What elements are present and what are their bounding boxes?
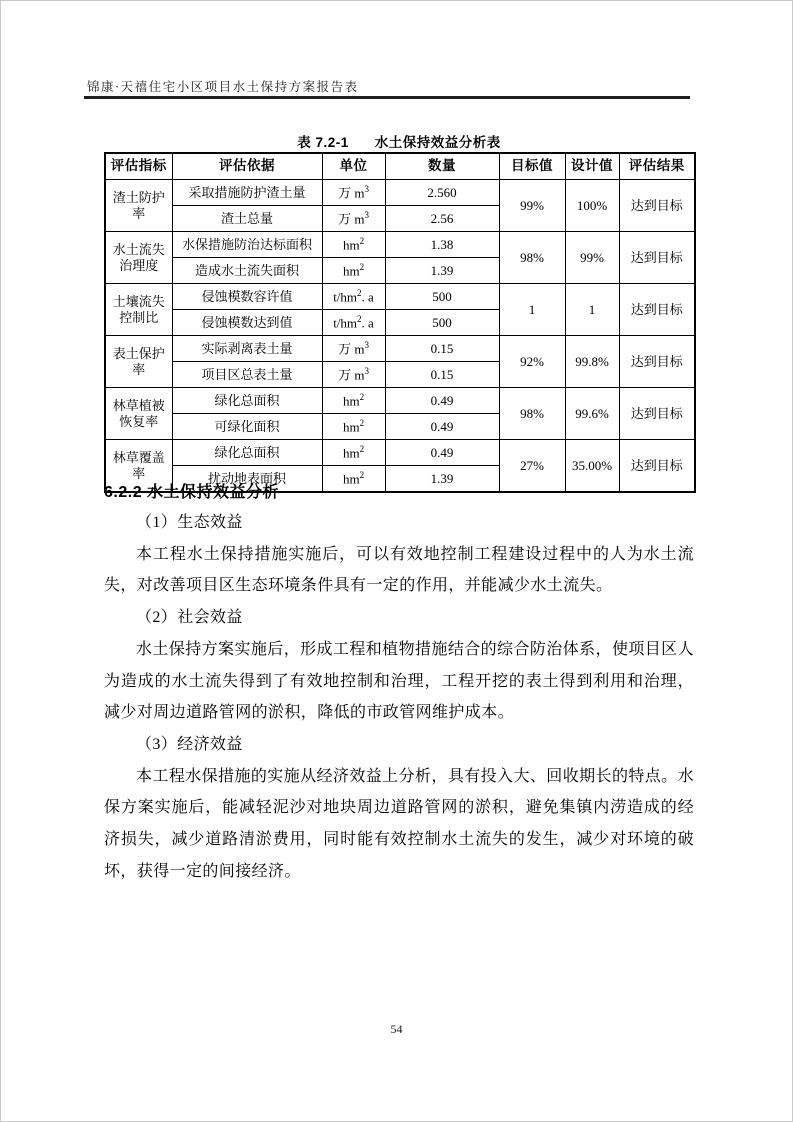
result-cell: 达到目标 [619,232,695,284]
indicator-cell: 林草覆盖率 [105,440,172,493]
table-caption [104,131,694,151]
unit-cell: $hm^2$ [322,466,385,493]
basis-cell: 采取措施防护渣土量 [172,180,322,206]
unit-cell: $hm^2$ [322,414,385,440]
basis-cell: 侵蚀模数达到值 [172,310,322,336]
unit-cell: 万 $m^3$ [322,206,385,232]
quantity-cell: 0.49 [385,388,499,414]
unit-cell: $t/hm^2$. a [322,310,385,336]
quantity-cell: 500 [385,310,499,336]
section-content [104,479,694,887]
header-rule [84,96,690,99]
table-caption-label: 表 7.2-1 [297,135,349,150]
indicator-cell: 水土流失治理度 [105,232,172,284]
quantity-cell: 1.39 [385,466,499,493]
running-header-title: 锦康·天禧住宅小区项目水土保持方案报告表 [87,80,359,94]
indicator-cell: 林草植被恢复率 [105,388,172,440]
unit-cell: 万 $m^3$ [322,180,385,206]
table-header-row [105,153,695,180]
basis-cell: 绿化总面积 [172,440,322,466]
basis-cell: 绿化总面积 [172,388,322,414]
target-cell: 98% [499,388,565,440]
unit-cell: $hm^2$ [322,232,385,258]
column-header: 评估依据 [172,153,322,180]
basis-cell: 造成水土流失面积 [172,258,322,284]
quantity-cell: 0.15 [385,336,499,362]
table-row [105,232,695,258]
body-paragraph: （2）社会效益 [136,609,243,627]
body-paragraph: 本工程水保措施的实施从经济效益上分析，具有投入大、回收期长的特点。水保方案实施后，能减轻泥沙对地块周边道路管网的淤积，避免集镇内涝造成的经济损失，减少道路清淤费用，同时能有效控制水土流失的发生，减少对环境的破坏，获得一定的间接经济。 [104,767,694,880]
body-paragraph: （3）经济效益 [136,735,243,753]
table-row [105,388,695,414]
target-cell: 99% [499,180,565,232]
table-row [105,336,695,362]
column-header: 评估指标 [105,153,172,180]
running-header [87,77,359,95]
result-cell: 达到目标 [619,388,695,440]
body-paragraph: 水土保持方案实施后，形成工程和植物措施结合的综合防治体系，使项目区人为造成的水土流失得到了有效地控制和治理，工程开挖的表土得到利用和治理，减少对周边道路管网的淤积，降低的市政管网维护成本。 [104,640,694,722]
target-cell: 1 [499,284,565,336]
basis-cell: 扰动地表面积 [172,466,322,493]
target-cell: 98% [499,232,565,284]
design-cell: 99.8% [565,336,619,388]
basis-cell: 渣土总量 [172,206,322,232]
basis-cell: 可绿化面积 [172,414,322,440]
body-paragraph: 本工程水土保持措施实施后，可以有效地控制工程建设过程中的人为水土流失，对改善项目区生态环境条件具有一定的作用，并能减少水土流失。 [104,545,694,595]
design-cell: 99% [565,232,619,284]
quantity-cell: 0.49 [385,414,499,440]
indicator-cell: 渣土防护率 [105,180,172,232]
result-cell: 达到目标 [619,440,695,493]
quantity-cell: 1.38 [385,232,499,258]
body-paragraph: （1）生态效益 [136,514,243,531]
unit-cell: $hm^2$ [322,388,385,414]
unit-cell: 万 $m^3$ [322,336,385,362]
basis-cell: 项目区总表土量 [172,362,322,388]
basis-cell: 侵蚀模数容许值 [172,284,322,310]
section-heading: 6.2.2 水土保持效益分析 [104,484,280,501]
quantity-cell: 0.15 [385,362,499,388]
quantity-cell: 1.39 [385,258,499,284]
result-cell: 达到目标 [619,284,695,336]
column-header: 评估结果 [619,153,695,180]
quantity-cell: 500 [385,284,499,310]
benefit-analysis-table [104,152,696,493]
design-cell: 35.00% [565,440,619,493]
table-caption-title: 水土保持效益分析表 [374,135,501,150]
basis-cell: 实际剥离表土量 [172,336,322,362]
indicator-cell: 表土保护率 [105,336,172,388]
unit-cell: 万 $m^3$ [322,362,385,388]
quantity-cell: 0.49 [385,440,499,466]
column-header: 单位 [322,153,385,180]
result-cell: 达到目标 [619,180,695,232]
target-cell: 27% [499,440,565,493]
section-paragraphs [104,507,694,887]
unit-cell: $hm^2$ [322,258,385,284]
design-cell: 1 [565,284,619,336]
design-cell: 99.6% [565,388,619,440]
table-row [105,284,695,310]
quantity-cell: 2.560 [385,180,499,206]
result-cell: 达到目标 [619,336,695,388]
column-header: 目标值 [499,153,565,180]
quantity-cell: 2.56 [385,206,499,232]
unit-cell: $t/hm^2$. a [322,284,385,310]
column-header: 数量 [385,153,499,180]
page-number: 54 [390,1022,403,1036]
design-cell: 100% [565,180,619,232]
table-row [105,440,695,466]
target-cell: 92% [499,336,565,388]
indicator-cell: 土壤流失控制比 [105,284,172,336]
table-row [105,180,695,206]
column-header: 设计值 [565,153,619,180]
unit-cell: $hm^2$ [322,440,385,466]
basis-cell: 水保措施防治达标面积 [172,232,322,258]
